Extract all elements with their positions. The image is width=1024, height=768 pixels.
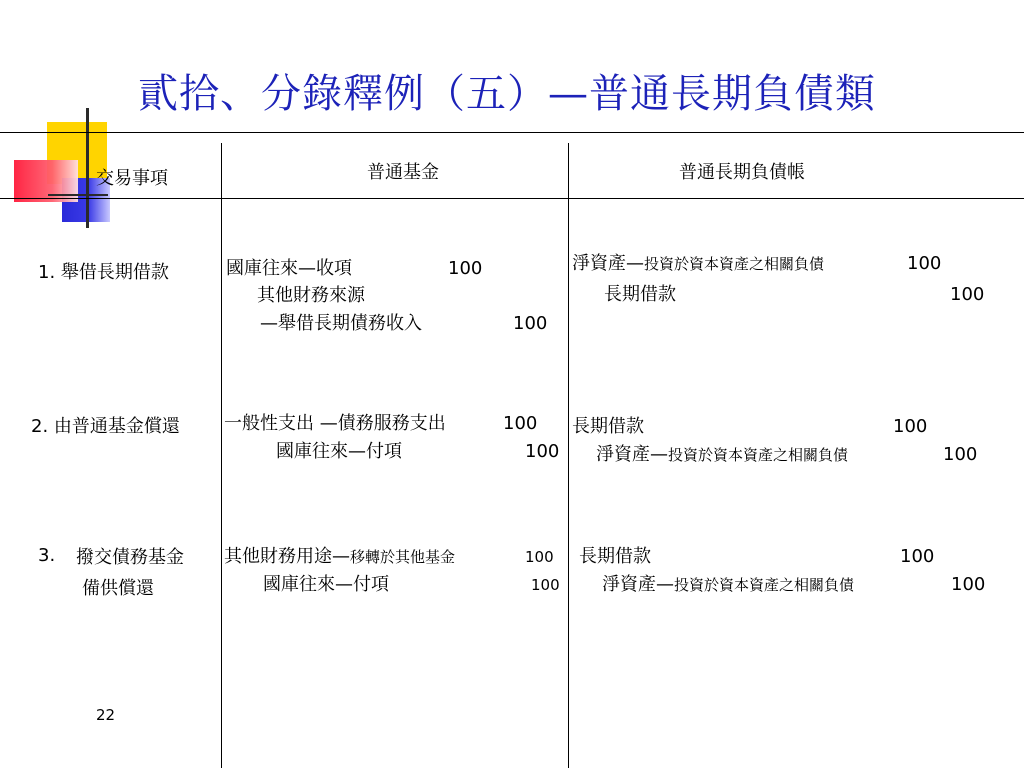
fund-credit-line: 國庫往來—付項 <box>263 574 389 595</box>
debt-credit-amount: 100 <box>951 574 986 595</box>
debt-credit-account-detail: 投資於資本資產之相關負債 <box>668 446 849 464</box>
debt-debit-line: 長期借款 <box>579 546 651 567</box>
page-number: 22 <box>96 706 116 724</box>
fund-debit-line: 國庫往來—收項 <box>226 258 352 279</box>
fund-debit-account: 其他財務用途— <box>224 546 350 567</box>
debt-debit-account: 淨資產— <box>572 253 644 274</box>
debt-debit-account-detail: 投資於資本資產之相關負債 <box>644 255 825 273</box>
row-event-number: 3. <box>38 545 56 566</box>
debt-debit-amount: 100 <box>900 546 935 567</box>
header-long-term-debt: 普通長期負債帳 <box>679 162 805 183</box>
fund-debit-amount: 100 <box>525 548 554 566</box>
row-event: 撥交債務基金 <box>76 547 184 568</box>
fund-credit-line-cont: —舉借長期債務收入 <box>260 313 422 334</box>
row-event-cont: 備供償還 <box>82 578 154 599</box>
fund-credit-line: 其他財務來源 <box>257 285 365 306</box>
slide-title: 貳拾、分錄釋例（五）—普通長期負債類 <box>138 71 876 117</box>
debt-debit-line <box>572 255 824 273</box>
fund-credit-amount: 100 <box>513 313 548 334</box>
debt-credit-amount: 100 <box>950 284 985 305</box>
logo-vertical-line <box>86 108 89 228</box>
debt-credit-account: 淨資產— <box>596 444 668 465</box>
debt-credit-line <box>596 446 848 464</box>
logo-horizontal-line <box>48 194 108 196</box>
fund-debit-line: 一般性支出 —債務服務支出 <box>224 413 446 434</box>
fund-credit-amount: 100 <box>531 576 560 594</box>
debt-credit-line <box>602 576 854 594</box>
table-header-divider <box>0 198 1024 199</box>
debt-credit-account-detail: 投資於資本資產之相關負債 <box>674 576 855 594</box>
debt-debit-amount: 100 <box>893 416 928 437</box>
column-divider-2 <box>568 143 569 768</box>
row-event: 1. 舉借長期借款 <box>38 262 169 283</box>
fund-debit-line <box>224 548 455 566</box>
fund-debit-amount: 100 <box>448 258 483 279</box>
debt-debit-amount: 100 <box>907 253 942 274</box>
column-divider-1 <box>221 143 222 768</box>
table-top-border <box>0 132 1024 133</box>
fund-credit-line: 國庫往來—付項 <box>276 441 402 462</box>
row-event: 2. 由普通基金償還 <box>31 416 180 437</box>
header-transaction: 交易事項 <box>96 168 168 189</box>
fund-debit-amount: 100 <box>503 413 538 434</box>
header-general-fund: 普通基金 <box>367 162 439 183</box>
fund-debit-account-detail: 移轉於其他基金 <box>350 548 456 566</box>
debt-debit-line: 長期借款 <box>572 416 644 437</box>
fund-credit-amount: 100 <box>525 441 560 462</box>
debt-credit-amount: 100 <box>943 444 978 465</box>
debt-credit-line: 長期借款 <box>604 284 676 305</box>
debt-credit-account: 淨資產— <box>602 574 674 595</box>
